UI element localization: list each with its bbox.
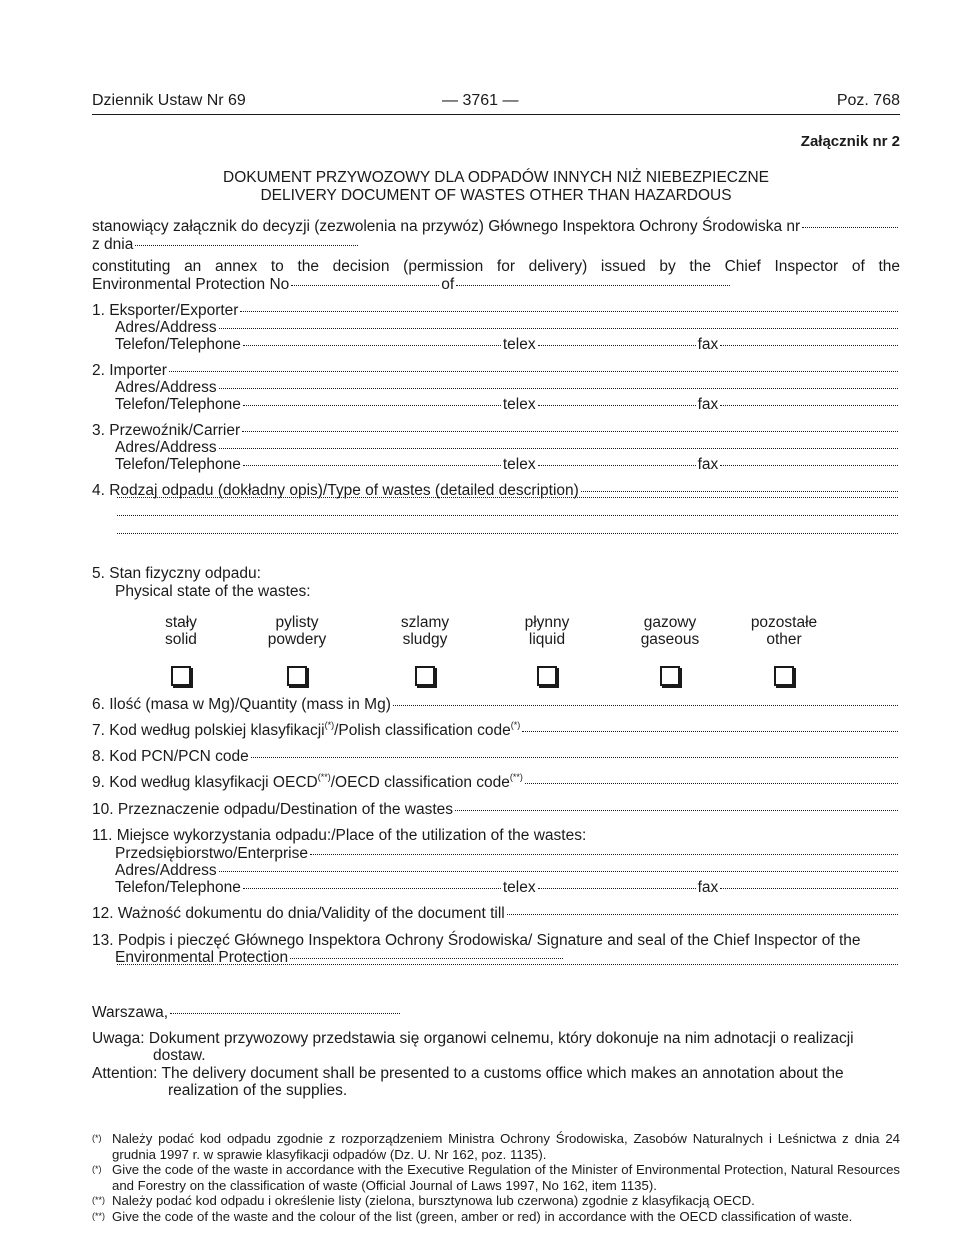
intro-english-line: constituting an annex to the decision (permission for delivery) issued by the Chief Inspector of the <box>92 258 900 275</box>
waste-type-line: 4. Rodzaj odpadu (dokładny opis)/Type of wastes (detailed description) <box>92 482 900 500</box>
importer-telex-field[interactable] <box>538 405 696 406</box>
importer-field[interactable] <box>169 371 898 372</box>
importer-phone-field[interactable] <box>243 405 501 406</box>
state-option-powdery: pylisty powdery <box>267 614 327 648</box>
importer-address-field[interactable] <box>219 388 898 389</box>
state-option-gaseous: gazowy gaseous <box>640 614 700 648</box>
exporter-telex-field[interactable] <box>538 345 696 346</box>
pcn-code-field[interactable] <box>251 757 898 758</box>
exporter-fax-field[interactable] <box>720 345 898 346</box>
utilization-address-line: Adres/Address <box>115 862 900 880</box>
state-option-liquid: płynny liquid <box>524 614 570 648</box>
carrier-address-line: Adres/Address <box>115 439 900 457</box>
utilization-phone-line: Telefon/Telephone telex fax <box>115 879 900 897</box>
importer-phone-line: Telefon/Telephone telex fax <box>115 396 900 414</box>
state-option-sludgy: szlamy sludgy <box>400 614 450 648</box>
place-date-field[interactable] <box>170 1013 400 1014</box>
signature-field[interactable] <box>290 958 563 959</box>
oecd-code-field[interactable] <box>525 783 898 784</box>
quantity-line: 6. Ilość (masa w Mg)/Quantity (mass in Mg) <box>92 696 900 714</box>
waste-description-line-3 <box>115 536 900 537</box>
protection-number-field[interactable] <box>291 285 439 286</box>
utilization-phone-field[interactable] <box>243 888 501 889</box>
solid-checkbox[interactable] <box>171 666 191 686</box>
physical-state-options <box>92 614 900 704</box>
exporter-phone-field[interactable] <box>243 345 501 346</box>
waste-description-line-2 <box>115 518 900 519</box>
quantity-field[interactable] <box>393 705 898 706</box>
signature-field-2[interactable] <box>117 964 898 965</box>
gaseous-checkbox[interactable] <box>660 666 680 686</box>
document-title <box>92 169 900 205</box>
polish-code-field[interactable] <box>522 731 898 732</box>
carrier-fax-field[interactable] <box>720 465 898 466</box>
journal-name: Dziennik Ustaw Nr 69 <box>92 92 246 109</box>
exporter-address-field[interactable] <box>219 328 898 329</box>
waste-description-field-3[interactable] <box>117 533 898 534</box>
title-polish: DOKUMENT PRZYWOZOWY DLA ODPADÓW INNYCH NIŻ NIEBEZPIECZNE <box>223 169 769 186</box>
intro-decision-line: stanowiący załącznik do decyzji (zezwolenia na przywóz) Głównego Inspektora Ochrony Środowiska nr <box>92 218 900 236</box>
decision-date-field[interactable] <box>135 245 358 246</box>
carrier-address-field[interactable] <box>219 448 898 449</box>
utilization-fax-field[interactable] <box>720 888 898 889</box>
carrier-telex-field[interactable] <box>538 465 696 466</box>
physical-state-heading: 5. Stan fizyczny odpadu: Physical state of the wastes: <box>92 565 311 600</box>
exporter-line: 1. Eksporter/Exporter <box>92 302 900 320</box>
polish-code-line: 7. Kod według polskiej klasyfikacji(*)/Polish classification code(*) <box>92 722 900 740</box>
other-checkbox[interactable] <box>774 666 794 686</box>
place-line: Warszawa, <box>92 1004 402 1022</box>
attention-note-cont: realization of the supplies. <box>168 1082 348 1099</box>
position-number: Poz. 768 <box>836 92 900 109</box>
attention-note: Attention: The delivery document shall be presented to a customs office which makes an annotation about the <box>92 1065 844 1082</box>
pcn-code-line: 8. Kod PCN/PCN code <box>92 748 900 766</box>
liquid-checkbox[interactable] <box>537 666 557 686</box>
state-option-solid: stały solid <box>165 614 197 648</box>
powdery-checkbox[interactable] <box>287 666 307 686</box>
exporter-phone-line: Telefon/Telephone telex fax <box>115 336 900 354</box>
importer-address-line: Adres/Address <box>115 379 900 397</box>
utilization-telex-field[interactable] <box>538 888 696 889</box>
oecd-code-line: 9. Kod według klasyfikacji OECD(**)/OECD classification code(**) <box>92 774 900 792</box>
waste-description-field-1[interactable] <box>117 497 898 498</box>
signature-heading: 13. Podpis i pieczęć Głównego Inspektora Ochrony Środowiska/ Signature and seal of the Chief Inspector of the <box>92 932 861 949</box>
carrier-phone-line: Telefon/Telephone telex fax <box>115 456 900 474</box>
destination-field[interactable] <box>455 810 898 811</box>
waste-type-field[interactable] <box>581 491 898 492</box>
enterprise-field[interactable] <box>310 854 898 855</box>
exporter-address-line: Adres/Address <box>115 319 900 337</box>
validity-line: 12. Ważność dokumentu do dnia/Validity of the document till <box>92 905 900 923</box>
protection-date-field[interactable] <box>456 285 730 286</box>
importer-line: 2. Importer <box>92 362 900 380</box>
utilization-address-field[interactable] <box>219 871 898 872</box>
annex-label: Załącznik nr 2 <box>800 133 900 150</box>
title-english: DELIVERY DOCUMENT OF WASTES OTHER THAN HAZARDOUS <box>260 187 732 204</box>
carrier-field[interactable] <box>242 431 898 432</box>
intro-date-line: z dnia <box>92 236 360 254</box>
page-number: — 3761 — <box>442 92 519 109</box>
page-header <box>92 92 900 115</box>
signature-line: Environmental Protection <box>115 949 565 967</box>
waste-description-field-2[interactable] <box>117 515 898 516</box>
exporter-field[interactable] <box>240 311 898 312</box>
decision-number-field[interactable] <box>802 227 898 228</box>
state-option-other: pozostałe other <box>750 614 818 648</box>
uwaga-note-cont: dostaw. <box>153 1047 206 1064</box>
carrier-line: 3. Przewoźnik/Carrier <box>92 422 900 440</box>
enterprise-line: Przedsiębiorstwo/Enterprise <box>115 845 900 863</box>
waste-description-line-1 <box>115 500 900 501</box>
uwaga-note: Uwaga: Dokument przywozowy przedstawia się organowi celnemu, który dokonuje na nim adnotacji o realizacji <box>92 1030 854 1047</box>
utilization-place-heading: 11. Miejsce wykorzystania odpadu:/Place of the utilization of the wastes: <box>92 827 587 844</box>
intro-protection-line: Environmental Protection No of <box>92 276 732 294</box>
sludgy-checkbox[interactable] <box>415 666 435 686</box>
validity-date-field[interactable] <box>507 914 898 915</box>
destination-line: 10. Przeznaczenie odpadu/Destination of the wastes <box>92 801 900 819</box>
signature-line-2 <box>115 967 900 968</box>
carrier-phone-field[interactable] <box>243 465 501 466</box>
importer-fax-field[interactable] <box>720 405 898 406</box>
